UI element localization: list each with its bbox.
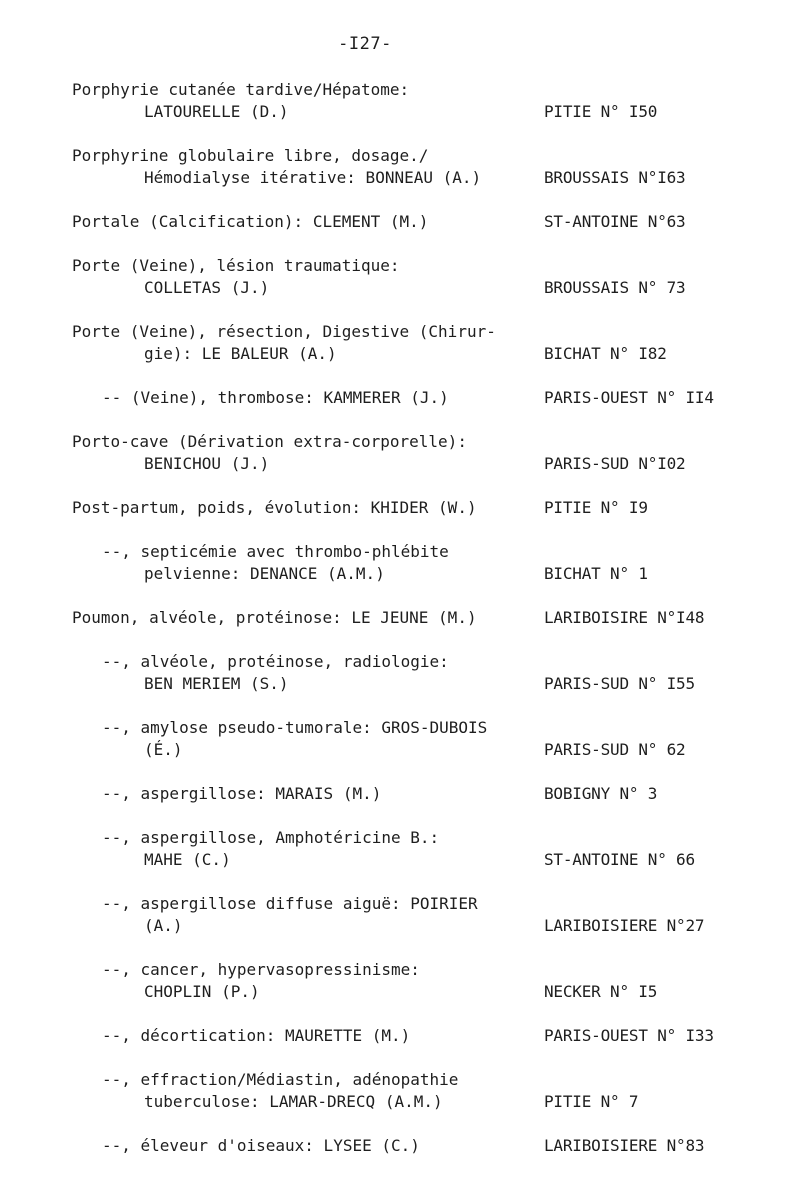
thesis-reference: ST-ANTOINE N°63	[544, 212, 686, 231]
thesis-reference: ST-ANTOINE N° 66	[544, 850, 695, 869]
entry-line: Porte (Veine), résection, Digestive (Chirur-	[72, 322, 496, 341]
entry-text	[72, 541, 527, 585]
entry-line: --, amylose pseudo-tumorale: GROS-DUBOIS	[102, 718, 488, 737]
index-entry	[72, 255, 732, 299]
index-entry	[72, 827, 732, 871]
entry-line: tuberculose: LAMAR-DRECQ (A.M.)	[144, 1092, 443, 1111]
index-entry	[72, 145, 732, 189]
index-entry	[72, 431, 732, 475]
index-entry	[72, 79, 732, 123]
entry-text	[72, 717, 527, 761]
thesis-reference: BOBIGNY N° 3	[544, 784, 658, 803]
entry-text	[72, 321, 527, 365]
entry-line: --, alvéole, protéinose, radiologie:	[102, 652, 449, 671]
index-entry	[72, 211, 732, 233]
index-entry	[72, 607, 732, 629]
entry-line: Post-partum, poids, évolution: KHIDER (W.)	[72, 498, 477, 517]
page-number: -I27-	[338, 34, 392, 54]
index-entry	[72, 959, 732, 1003]
index-entry	[72, 387, 732, 409]
thesis-reference: BICHAT N° I82	[544, 344, 667, 363]
entry-line: -- (Veine), thrombose: KAMMERER (J.)	[102, 388, 449, 407]
entry-line: --, aspergillose: MARAIS (M.)	[102, 784, 382, 803]
index-entry	[72, 497, 732, 519]
entry-text	[72, 959, 527, 1003]
thesis-reference: PITIE N° I50	[544, 102, 658, 121]
index-entry	[72, 321, 732, 365]
index-entry	[72, 717, 732, 761]
thesis-reference: BICHAT N° 1	[544, 564, 648, 583]
entry-text	[72, 651, 527, 695]
entry-text	[72, 893, 527, 937]
entry-line: BEN MERIEM (S.)	[144, 674, 289, 693]
thesis-reference: PARIS-OUEST N° I33	[544, 1026, 714, 1045]
index-entries	[72, 79, 732, 1179]
entry-line: --, septicémie avec thrombo-phlébite	[102, 542, 449, 561]
index-entry	[72, 1025, 732, 1047]
entry-text	[72, 387, 527, 409]
entry-text	[72, 1069, 527, 1113]
thesis-reference: BROUSSAIS N° 73	[544, 278, 686, 297]
entry-line: BENICHOU (J.)	[144, 454, 270, 473]
thesis-reference: BROUSSAIS N°I63	[544, 168, 686, 187]
entry-text	[72, 145, 527, 189]
entry-line: pelvienne: DENANCE (A.M.)	[144, 564, 385, 583]
entry-line: (A.)	[144, 916, 183, 935]
thesis-reference: NECKER N° I5	[544, 982, 658, 1001]
entry-line: --, décortication: MAURETTE (M.)	[102, 1026, 411, 1045]
entry-line: gie): LE BALEUR (A.)	[144, 344, 337, 363]
entry-line: COLLETAS (J.)	[144, 278, 270, 297]
entry-text	[72, 497, 527, 519]
entry-line: CHOPLIN (P.)	[144, 982, 260, 1001]
index-entry	[72, 783, 732, 805]
index-entry	[72, 893, 732, 937]
entry-line: Poumon, alvéole, protéinose: LE JEUNE (M.)	[72, 608, 477, 627]
index-entry	[72, 541, 732, 585]
entry-line: --, cancer, hypervasopressinisme:	[102, 960, 420, 979]
entry-text	[72, 783, 527, 805]
entry-line: MAHE (C.)	[144, 850, 231, 869]
entry-line: Porte (Veine), lésion traumatique:	[72, 256, 400, 275]
entry-line: LATOURELLE (D.)	[144, 102, 289, 121]
entry-line: Porphyrine globulaire libre, dosage./	[72, 146, 429, 165]
thesis-reference: LARIBOISIERE N°27	[544, 916, 705, 935]
thesis-reference: PITIE N° 7	[544, 1092, 639, 1111]
entry-text	[72, 255, 527, 299]
thesis-reference: LARIBOISIERE N°83	[544, 1136, 705, 1155]
entry-text	[72, 1025, 527, 1047]
entry-line: --, effraction/Médiastin, adénopathie	[102, 1070, 459, 1089]
thesis-reference: PARIS-SUD N° 62	[544, 740, 686, 759]
entry-line: Porphyrie cutanée tardive/Hépatome:	[72, 80, 410, 99]
entry-text	[72, 211, 527, 233]
entry-text	[72, 607, 527, 629]
entry-line: Hémodialyse itérative: BONNEAU (A.)	[144, 168, 482, 187]
thesis-reference: PARIS-OUEST N° II4	[544, 388, 714, 407]
index-entry	[72, 651, 732, 695]
entry-text	[72, 79, 527, 123]
entry-line: (É.)	[144, 740, 183, 759]
entry-line: --, aspergillose diffuse aiguë: POIRIER	[102, 894, 478, 913]
entry-text	[72, 1135, 527, 1157]
index-entry	[72, 1069, 732, 1113]
thesis-reference: PARIS-SUD N° I55	[544, 674, 695, 693]
entry-line: Portale (Calcification): CLEMENT (M.)	[72, 212, 429, 231]
entry-text	[72, 827, 527, 871]
entry-line: --, éleveur d'oiseaux: LYSEE (C.)	[102, 1136, 420, 1155]
entry-line: Porto-cave (Dérivation extra-corporelle):	[72, 432, 467, 451]
index-entry	[72, 1135, 732, 1157]
thesis-reference: PARIS-SUD N°I02	[544, 454, 686, 473]
thesis-reference: PITIE N° I9	[544, 498, 648, 517]
thesis-reference: LARIBOISIRE N°I48	[544, 608, 705, 627]
entry-line: --, aspergillose, Amphotéricine B.:	[102, 828, 440, 847]
entry-text	[72, 431, 527, 475]
